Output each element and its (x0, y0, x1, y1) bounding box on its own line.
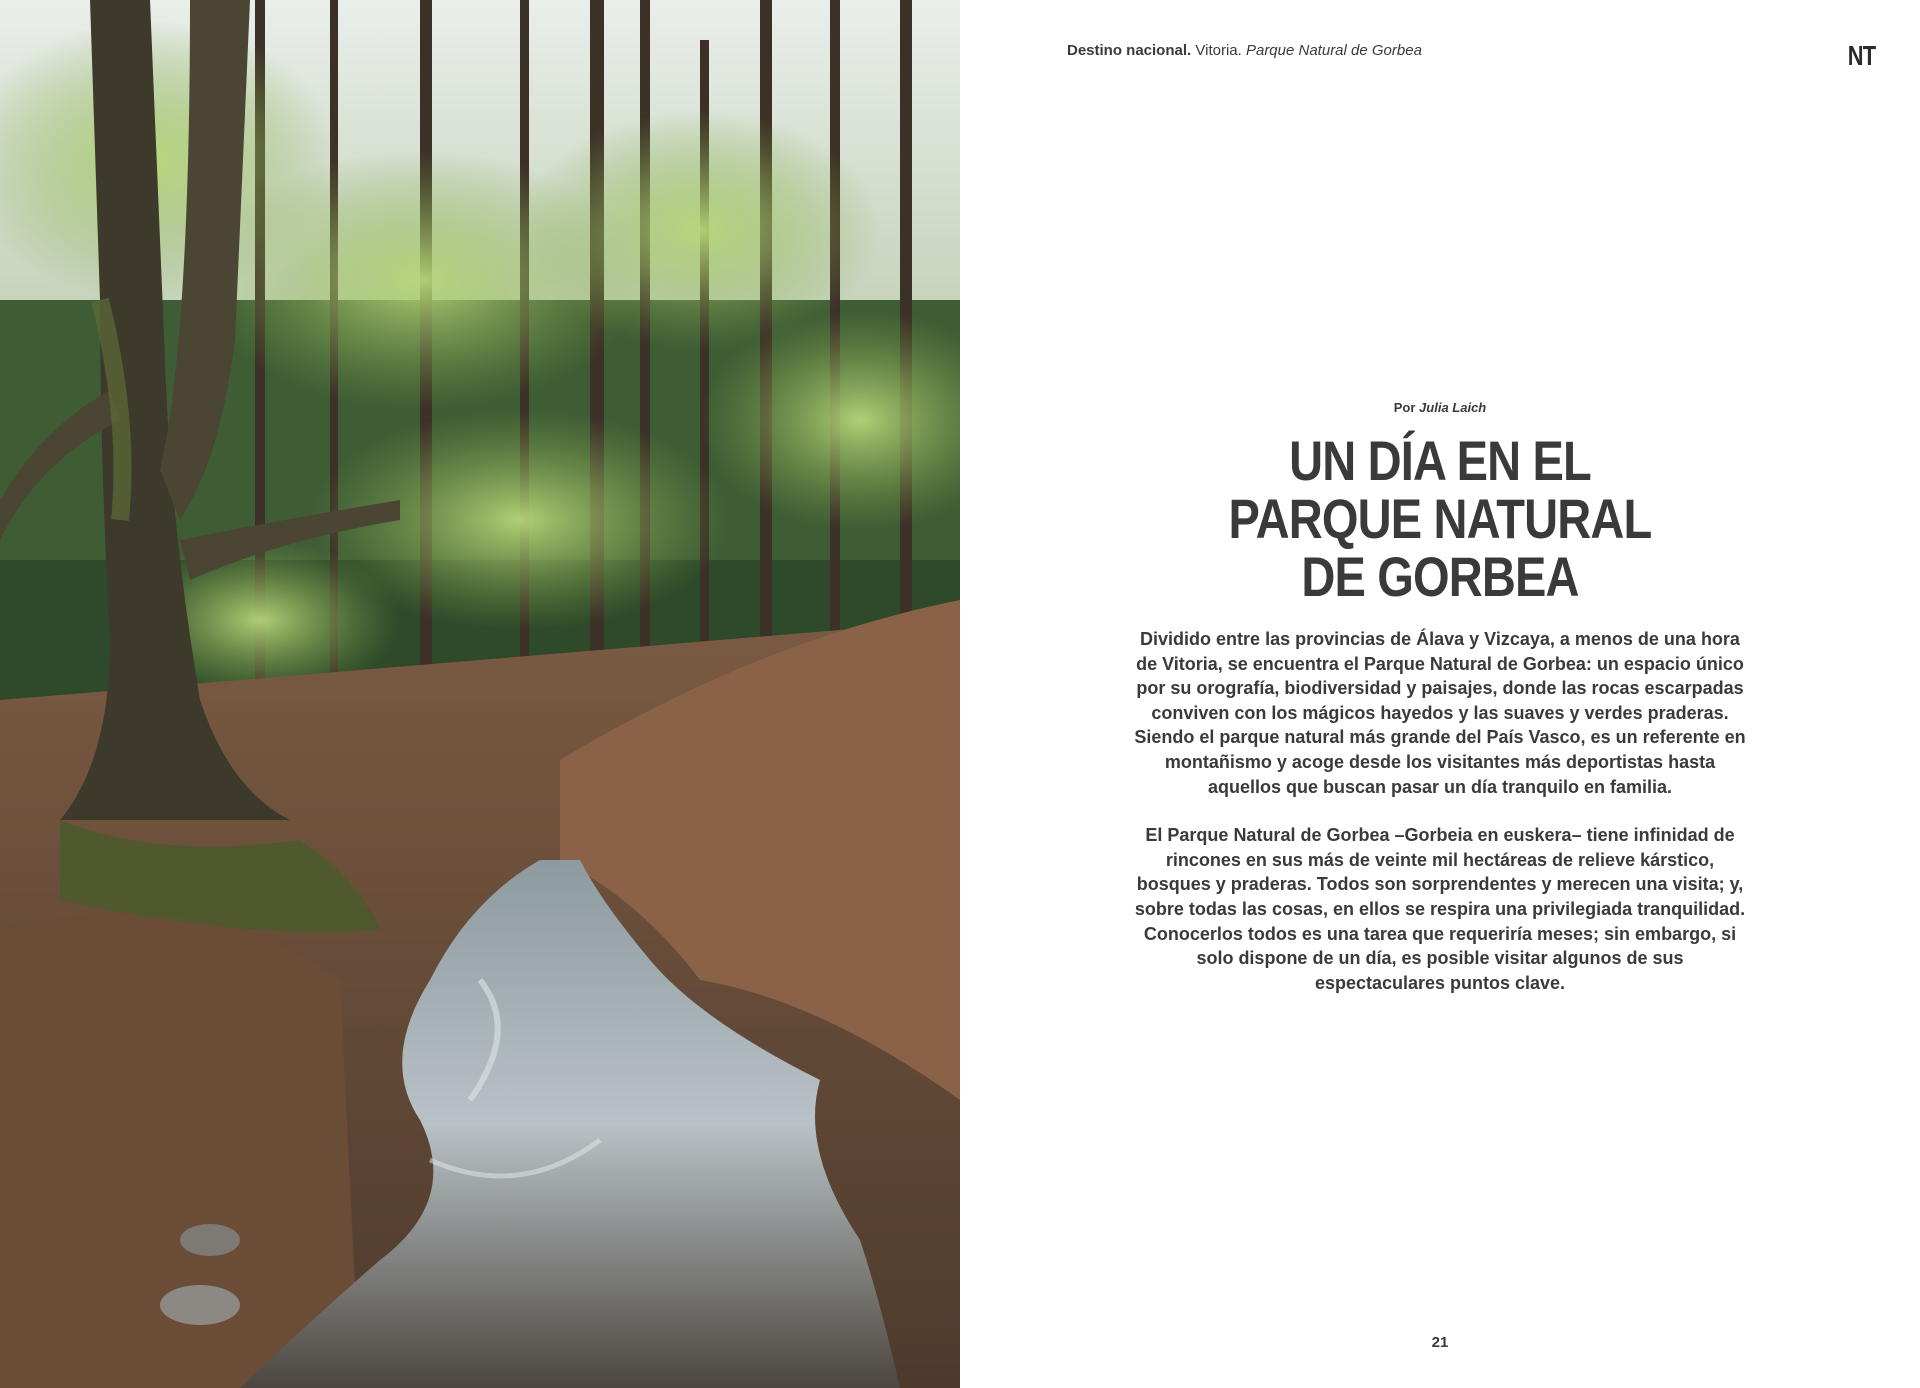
running-head-section: Destino nacional. (1067, 42, 1192, 59)
magazine-logo: NT (1847, 40, 1875, 71)
article-page (960, 0, 1920, 1388)
lead-paragraph-1: Dividido entre las provincias de Álava y Vizcaya, a menos de una hora de Vitoria, se encuentra el Parque Natural de Gorbea: un espacio único por su orografía, biodiversidad y paisajes, donde las rocas escarpadas conviven con los mágicos hayedos y las suaves y verdes praderas. Siendo el parque natural más grande del País Vasco, es un referente en montañismo y acoge desde los visitantes más deportistas hasta aquellos que buscan pasar un día tranquilo en familia. (1134, 629, 1746, 797)
page-number: 21 (1431, 1334, 1449, 1351)
byline-prefix: Por (1393, 400, 1416, 415)
headline-line-2: PARQUE NATURAL (1228, 487, 1652, 550)
article-headline (960, 429, 1920, 608)
running-head (1067, 42, 1422, 59)
running-head-city: Vitoria. (1195, 42, 1242, 59)
byline-author: Julia Laich (1419, 400, 1487, 415)
byline (960, 400, 1920, 415)
article-lead (1130, 627, 1750, 995)
running-head-place: Parque Natural de Gorbea (1245, 42, 1422, 59)
lead-paragraph-2: El Parque Natural de Gorbea –Gorbeia en euskera– tiene infinidad de rincones en sus más de veinte mil hectáreas de relieve kárstico, bosques y praderas. Todos son sorprendentes y merecen una visita; y, sobre todas las cosas, en ellos se respira una privilegiada tranquilidad. Conocerlos todos es una tarea que requeriría meses; sin embargo, si solo dispone de un día, es posible visitar algunos de sus espectaculares puntos clave. (1134, 825, 1746, 993)
headline-line-1: UN DÍA EN EL (1289, 429, 1591, 492)
headline-line-3: DE GORBEA (1301, 545, 1579, 608)
